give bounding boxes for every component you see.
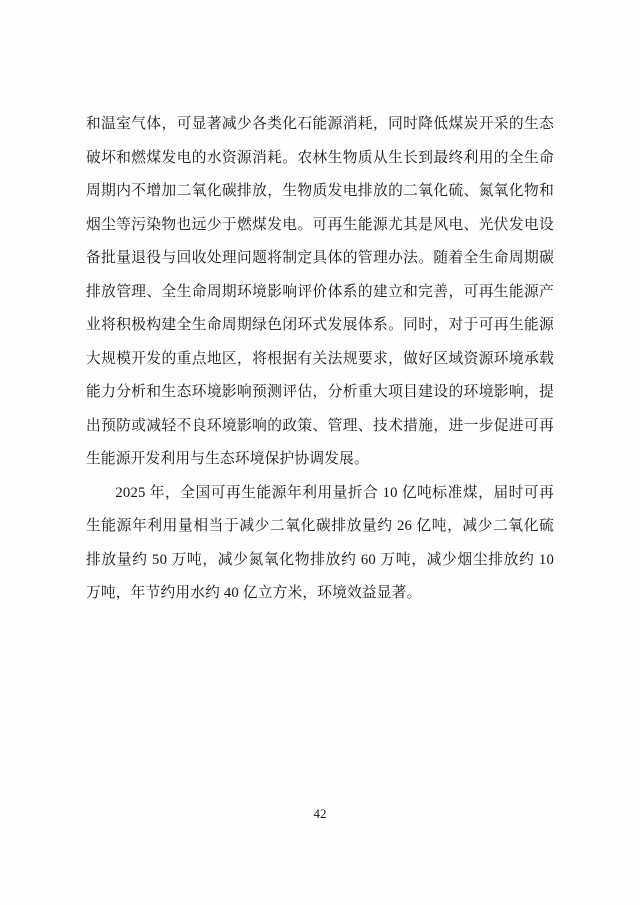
page-body	[86, 108, 554, 611]
paragraph-2: 2025 年，全国可再生能源年利用量折合 10 亿吨标准煤，届时可再生能源年利用量相当于减少二氧化碳排放量约 26 亿吨，减少二氧化硫排放量约 50 万吨，减少氮氧化物排放约 60 万吨，减少烟尘排放约 10 万吨，年节约用水约 40 亿立方米，环境效益显著。	[86, 484, 554, 601]
paragraph-1: 和温室气体，可显著减少各类化石能源消耗，同时降低煤炭开采的生态破坏和燃煤发电的水资源消耗。农林生物质从生长到最终利用的全生命周期内不增加二氧化碳排放，生物质发电排放的二氧化硫、氮氧化物和烟尘等污染物也远少于燃煤发电。可再生能源尤其是风电、光伏发电设备批量退役与回收处理问题将制定具体的管理办法。随着全生命周期碳排放管理、全生命周期环境影响评价体系的建立和完善，可再生能源产业将积极构建全生命周期绿色闭环式发展体系。同时，对于可再生能源大规模开发的重点地区，将根据有关法规要求，做好区域资源环境承载能力分析和生态环境影响预测评估，分析重大项目建设的环境影响，提出预防或减轻不良环境影响的政策、管理、技术措施，进一步促进可再生能源开发利用与生态环境保护协调发展。	[86, 116, 554, 467]
page-number: 42	[313, 806, 327, 821]
